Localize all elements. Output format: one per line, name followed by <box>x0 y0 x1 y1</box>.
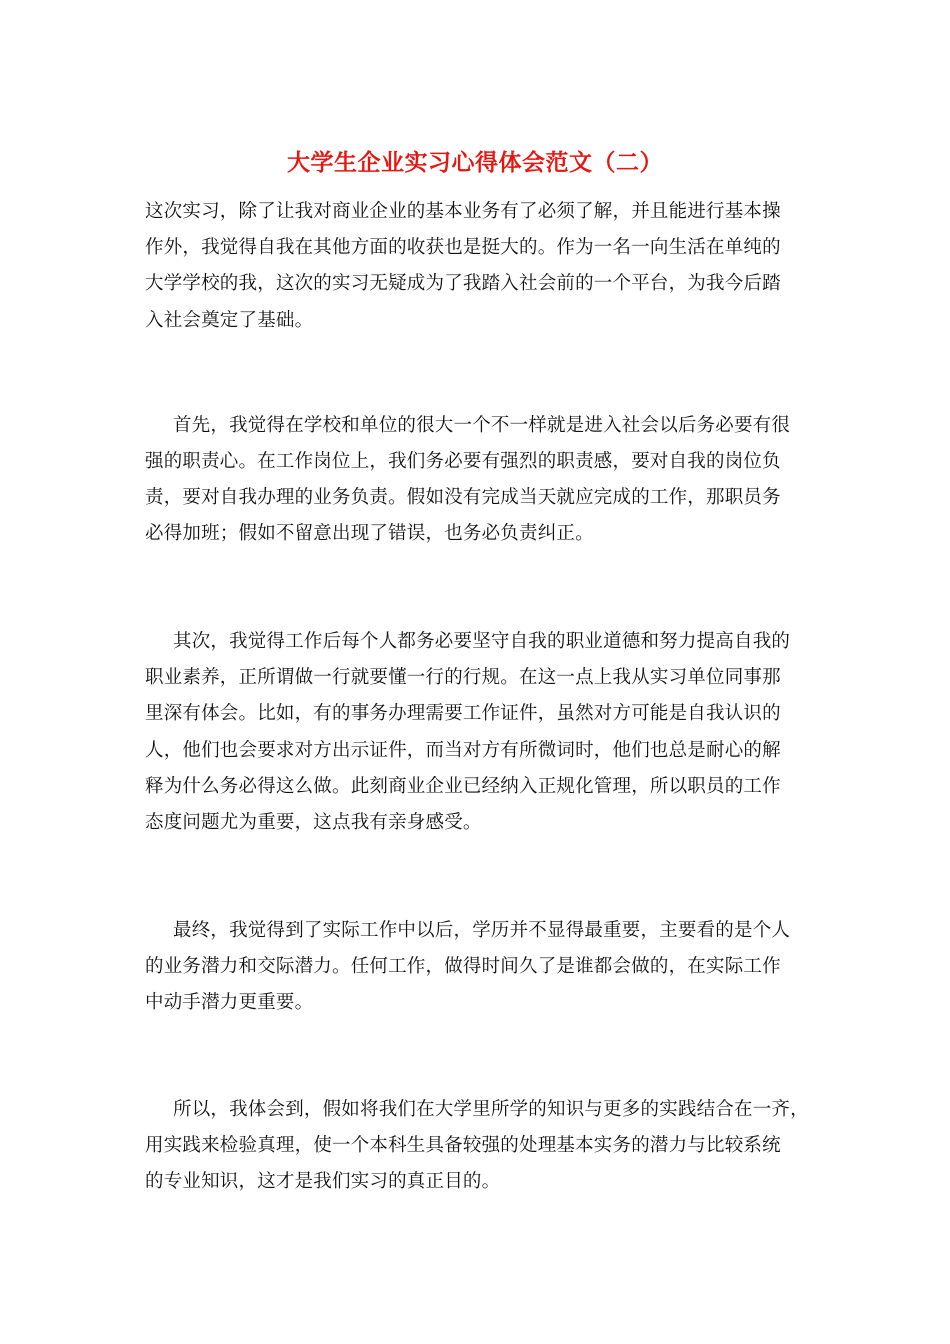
paragraph-line: 强的职责心。在工作岗位上，我们务必要有强烈的职责感，要对自我的岗位负 <box>145 451 781 472</box>
paragraph-line: 责，要对自我办理的业务负责。假如没有完成当天就应完成的工作，那职员务 <box>145 487 781 508</box>
paragraph-line: 作外，我觉得自我在其他方面的收获也是挺大的。作为一名一向生活在单纯的 <box>145 237 781 258</box>
paragraph-line: 大学学校的我，这次的实习无疑成为了我踏入社会前的一个平台，为我今后踏 <box>145 273 781 294</box>
paragraph-line: 入社会奠定了基础。 <box>145 310 314 331</box>
paragraph-line: 中动手潜力更重要。 <box>145 992 314 1013</box>
paragraph-line: 释为什么务必得这么做。此刻商业企业已经纳入正规化管理，所以职员的工作 <box>145 776 781 797</box>
paragraph-line: 人，他们也会要求对方出示证件，而当对方有所微词时，他们也总是耐心的解 <box>145 740 781 761</box>
paragraph-line: 的业务潜力和交际潜力。任何工作，做得时间久了是谁都会做的，在实际工作 <box>145 956 781 977</box>
paragraph-line: 必得加班；假如不留意出现了错误，也务必负责纠正。 <box>145 523 594 544</box>
paragraph-line: 用实践来检验真理，使一个本科生具备较强的处理基本实务的潜力与比较系统 <box>145 1135 781 1156</box>
document-title: 大学生企业实习心得体会范文（二） <box>287 149 663 176</box>
paragraph-line: 职业素养，正所谓做一行就要懂一行的行规。在这一点上我从实习单位同事那 <box>145 667 781 688</box>
paragraph-line: 最终，我觉得到了实际工作中以后，学历并不显得最重要，主要看的是个人 <box>173 920 791 941</box>
paragraph-line: 里深有体会。比如，有的事务办理需要工作证件，虽然对方可能是自我认识的 <box>145 703 781 724</box>
paragraph-line: 态度问题尤为重要，这点我有亲身感受。 <box>145 812 482 833</box>
paragraph-line: 的专业知识，这才是我们实习的真正目的。 <box>145 1171 501 1192</box>
paragraph-line: 首先，我觉得在学校和单位的很大一个不一样就是进入社会以后务必要有很 <box>173 415 791 436</box>
paragraph-line: 所以，我体会到，假如将我们在大学里所学的知识与更多的实践结合在一齐， <box>173 1099 809 1120</box>
paragraph-line: 其次，我觉得工作后每个人都务必要坚守自我的职业道德和努力提高自我的 <box>173 631 791 652</box>
paragraph-line: 这次实习，除了让我对商业企业的基本业务有了必须了解，并且能进行基本操 <box>145 201 781 222</box>
